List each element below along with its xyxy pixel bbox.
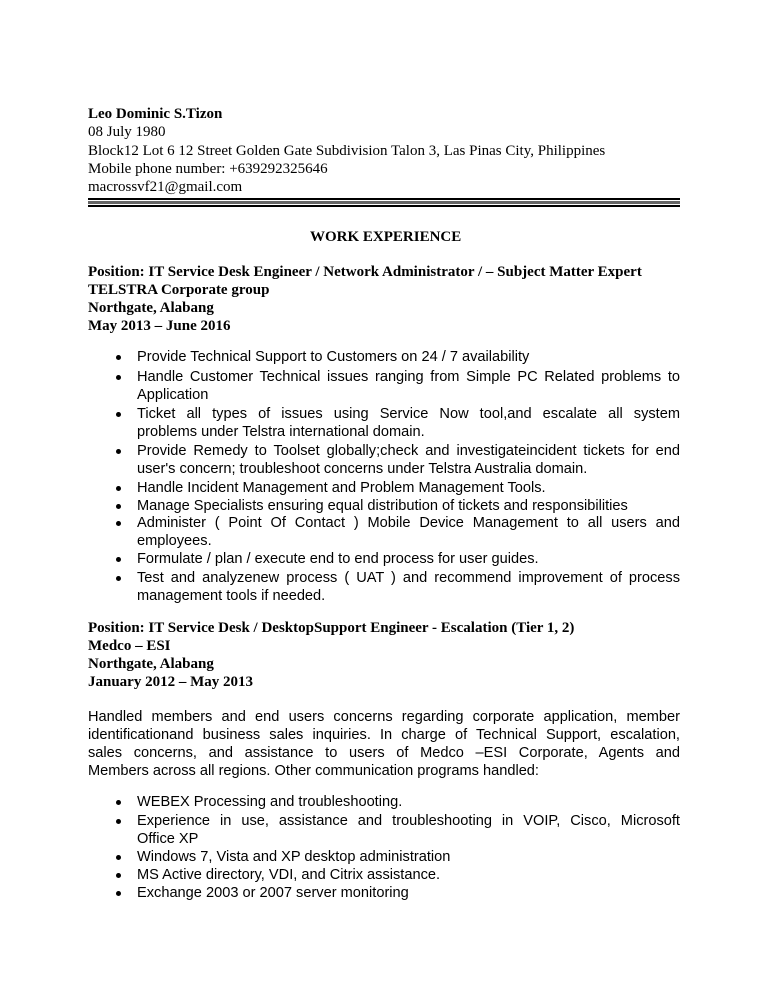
divider-rule xyxy=(88,205,680,207)
job-location: Northgate, Alabang xyxy=(88,300,214,316)
job-location: Northgate, Alabang xyxy=(88,656,214,672)
job-description-line: Handled members and end users concerns regarding corporate application, member xyxy=(88,709,680,725)
bullet-icon xyxy=(116,486,121,491)
mobile-number: Mobile phone number: +639292325646 xyxy=(88,161,328,177)
bullet-item-line: WEBEX Processing and troubleshooting. xyxy=(137,794,403,810)
bullet-item-line: Test and analyzenew process ( UAT ) and recommend improvement of process xyxy=(137,570,680,586)
job-description-line: Members across all regions. Other communication programs handled: xyxy=(88,763,539,779)
email: macrossvf21@gmail.com xyxy=(88,179,243,195)
bullet-item-line: Formulate / plan / execute end to end process for user guides. xyxy=(137,551,539,567)
bullet-item-line: problems under Telstra international domain. xyxy=(137,424,425,440)
bullet-icon xyxy=(116,355,121,360)
bullet-item-line: Application xyxy=(137,387,209,403)
bullet-item-line: Provide Remedy to Toolset globally;check and investigateincident tickets for end xyxy=(137,443,680,459)
bullet-item-line: employees. xyxy=(137,533,212,549)
job-description-line: identificationand business sales inquiries. In charge of Technical Support, escalation, xyxy=(88,727,680,743)
candidate-name: Leo Dominic S.Tizon xyxy=(88,106,223,122)
job-company: Medco – ESI xyxy=(88,638,171,654)
bullet-item-line: user's concern; troubleshoot concerns under Telstra Australia domain. xyxy=(137,461,588,477)
date-of-birth: 08 July 1980 xyxy=(88,124,166,140)
job-position: Position: IT Service Desk Engineer / Network Administrator / – Subject Matter Expert xyxy=(88,264,642,280)
bullet-icon xyxy=(116,800,121,805)
bullet-icon xyxy=(116,412,121,417)
bullet-icon xyxy=(116,375,121,380)
bullet-item-line: Windows 7, Vista and XP desktop administration xyxy=(137,849,451,865)
bullet-item-line: Experience in use, assistance and troubleshooting in VOIP, Cisco, Microsoft xyxy=(137,813,680,829)
divider-rule xyxy=(88,198,680,200)
bullet-item-line: Manage Specialists ensuring equal distribution of tickets and responsibilities xyxy=(137,498,628,514)
job-dates: January 2012 – May 2013 xyxy=(88,674,253,690)
job-description-line: sales concerns, and assistance to users of Medco –ESI Corporate, Agents and xyxy=(88,745,680,761)
bullet-icon xyxy=(116,855,121,860)
bullet-item-line: Administer ( Point Of Contact ) Mobile Device Management to all users and xyxy=(137,515,680,531)
bullet-item-line: MS Active directory, VDI, and Citrix assistance. xyxy=(137,867,441,883)
job-position: Position: IT Service Desk / DesktopSupport Engineer - Escalation (Tier 1, 2) xyxy=(88,620,575,636)
bullet-item-line: Handle Customer Technical issues ranging from Simple PC Related problems to xyxy=(137,369,680,385)
address: Block12 Lot 6 12 Street Golden Gate Subdivision Talon 3, Las Pinas City, Philippines xyxy=(88,143,606,159)
section-title: WORK EXPERIENCE xyxy=(310,229,462,245)
bullet-item-line: Exchange 2003 or 2007 server monitoring xyxy=(137,885,409,901)
bullet-icon xyxy=(116,449,121,454)
bullet-icon xyxy=(116,521,121,526)
bullet-item-line: Handle Incident Management and Problem Management Tools. xyxy=(137,480,546,496)
bullet-icon xyxy=(116,504,121,509)
bullet-icon xyxy=(116,819,121,824)
job-company: TELSTRA Corporate group xyxy=(88,282,270,298)
bullet-icon xyxy=(116,873,121,878)
bullet-icon xyxy=(116,557,121,562)
bullet-icon xyxy=(116,891,121,896)
bullet-item-line: Ticket all types of issues using Service Now tool,and escalate all system xyxy=(137,406,680,422)
bullet-item-line: Provide Technical Support to Customers on 24 / 7 availability xyxy=(137,349,530,365)
bullet-item-line: Office XP xyxy=(137,831,199,847)
bullet-item-line: management tools if needed. xyxy=(137,588,326,604)
job-dates: May 2013 – June 2016 xyxy=(88,318,231,334)
bullet-icon xyxy=(116,576,121,581)
divider-rule xyxy=(88,201,680,204)
